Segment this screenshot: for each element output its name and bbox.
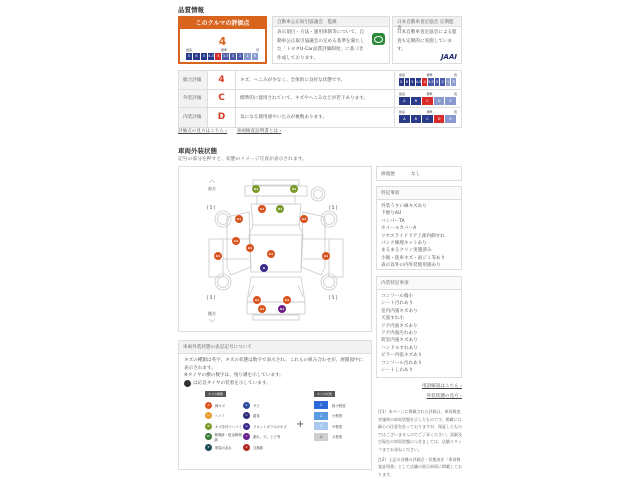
score-scale [186, 53, 259, 60]
kind-badge-icon: C [243, 412, 250, 419]
scale-label-best: 最高 [399, 91, 406, 96]
evaluation-row [179, 108, 461, 127]
special-note-item: ホイールカバーA [381, 226, 417, 232]
score-value: 4 [218, 35, 227, 48]
special-notes-box [376, 186, 462, 270]
exterior-title: 車両外装状態 [178, 147, 217, 155]
state-badge-icon: 3 [314, 422, 328, 430]
inspection-certificate-link[interactable]: 車両検査証明書とは › [236, 129, 282, 134]
jaai-header: 日本自動車査定協会 定期監査 [393, 17, 461, 27]
interior-note-item: コンソール汚れあり [381, 360, 423, 366]
kind-label: ヘコミ [215, 414, 226, 419]
special-notes-list [377, 200, 461, 273]
interior-note-item: ハンドルすれあり [381, 345, 418, 351]
states-list [314, 400, 346, 442]
legend-kind-item [205, 442, 243, 453]
damage-marker[interactable]: U1 [291, 187, 297, 191]
evaluation-scale [395, 108, 461, 127]
kind-badge-icon: P [205, 444, 212, 451]
interior-notes-title: 内装特記事項 [377, 277, 461, 290]
kind-badge-icon: A [205, 402, 212, 409]
kinds-left-list [205, 400, 243, 453]
evaluation-description: キズ、へこみが少なく、全体的に良好な状態です。 [236, 71, 395, 89]
scale-cell: D [434, 115, 446, 123]
damage-marker[interactable]: A1 [254, 298, 260, 302]
scale-cell: 6 [405, 78, 411, 86]
legend-text-1: キズの種類は英字、キズの状態は数字で表示され、これらの組み合わせが、展開図中に表示されます。 [184, 358, 364, 371]
scale-cell: S [186, 53, 193, 60]
scale-cell: R [451, 78, 457, 86]
scale-cell: 1 [446, 78, 452, 86]
scale-cell: A [399, 115, 411, 123]
evaluation-links [178, 128, 289, 134]
interior-note-item: ドア内張キズあり [381, 323, 418, 329]
state-label: 大程度 [332, 435, 343, 440]
legend-panel [178, 340, 372, 470]
glossary-link[interactable]: 用語解説はこちら › [421, 384, 462, 389]
interior-note-item: 荷室内張キズあり [381, 338, 418, 344]
scale-label-best: 最高 [399, 110, 406, 114]
kind-label: 線キズ [215, 403, 226, 408]
legend-state-item [314, 400, 346, 411]
jaai-body: 日本自動車査定協会による監査も定期的に実施しています。 [397, 30, 457, 52]
kind-badge-icon: S [243, 402, 250, 409]
special-notes-title: 特記事項 [377, 187, 461, 200]
front-direction-label: 前方 [208, 186, 216, 191]
special-note-item: まるまるクリン実施済み [381, 248, 432, 254]
interior-notes-list [377, 290, 461, 377]
kind-label: 腐食 [253, 414, 260, 419]
legend-text-3: は応急タイヤの装着を示しています。 [193, 380, 271, 386]
scale-cell: 5 [201, 53, 208, 60]
footnote-1: 注1）本ページに掲載された評価は、車両検査実施時の車両状態を示したものです。掲載には細心の注意を払っておりますが、保証したものではございませんのでご了承ください。詳細及び現在の車両状態につきましては、店舗スタッフまでお尋ねください。 [378, 409, 462, 452]
legend-kind-item [205, 411, 243, 422]
legend-kind-item [243, 432, 313, 443]
legend-state-item [314, 421, 346, 432]
state-label: 小程度 [332, 414, 343, 419]
damage-marker[interactable]: U1 [253, 187, 259, 191]
legend-text-2: ※タイヤの横の数字は、残り溝を示しています。 [184, 373, 284, 379]
kind-badge-icon: U [205, 412, 212, 419]
fair-trade-logo-icon [372, 33, 385, 45]
evaluation-row [179, 71, 461, 90]
scale-cell: 6 [193, 53, 200, 60]
interior-notes-box [376, 276, 462, 378]
footnotes [378, 408, 464, 478]
scale-cell: 2 [440, 78, 446, 86]
damage-marker[interactable]: A1 [215, 254, 221, 258]
legend-title: 車両外装状態の表記記号について [179, 341, 371, 354]
damage-marker[interactable]: U1 [277, 207, 283, 211]
evaluation-label: 外装評価 [179, 90, 208, 108]
scale-cell: 3.5 [428, 80, 434, 84]
kind-badge-icon: W [206, 434, 210, 439]
scale-cell: R [252, 53, 259, 60]
tire-depth-front-left: [ 5 ] [207, 205, 216, 210]
damage-marker[interactable]: A1 [259, 307, 265, 311]
rear-direction-label: 後方 [208, 311, 216, 316]
scale-cell: B [411, 97, 423, 105]
evaluation-row [179, 90, 461, 109]
state-badge-icon: 2 [314, 412, 328, 420]
scale-cell: E [445, 115, 457, 123]
special-note-item: 表示以外の内外装使用感あり [381, 263, 441, 269]
scale-label-low: 低 [453, 110, 457, 114]
interior-note-item: シートしわあり [381, 368, 414, 374]
scale-label-standard: 標準 [426, 73, 433, 77]
repair-history-value: なし [411, 171, 421, 177]
scale-label-low: 低 [453, 91, 457, 96]
kind-label: 修理跡・板金修理跡 [214, 432, 242, 442]
scale-cell: B [411, 115, 423, 123]
legend-kind-item [243, 442, 313, 453]
evaluation-table [178, 70, 462, 128]
evaluation-scale [395, 90, 461, 108]
scale-cell: 4.5 [208, 54, 214, 58]
jaai-box [392, 16, 462, 64]
damage-marker[interactable]: A1 [233, 239, 239, 243]
score-card [178, 16, 267, 64]
section-title-quality: 品質情報 [178, 6, 204, 14]
special-note-item: 小傷・洗車キズ・雨ジミ等あり [381, 255, 446, 261]
scale-cell: 4 [215, 53, 222, 60]
scale-cell: 4 [422, 78, 428, 86]
special-note-item: 外装うすい線キズあり [381, 204, 427, 209]
tire-depth-rear-left: [ 5 ] [207, 295, 216, 300]
exterior-guide-link[interactable]: 外装状態の見方 › [426, 394, 462, 399]
repair-history-label: 修復歴 [381, 171, 395, 177]
evaluation-grade: 4 [208, 71, 236, 89]
damage-marker[interactable]: X1 [279, 307, 285, 311]
scale-label-standard: 標準 [220, 48, 227, 52]
spare-tire-icon [184, 380, 191, 387]
fair-trade-header: 自動車公正取引協議会 監修 [273, 17, 389, 27]
legend-kind-item [243, 400, 313, 411]
right-links [376, 382, 462, 402]
tire-depth-front-right: [ 5 ] [329, 205, 338, 210]
damage-marker[interactable]: A1 [259, 207, 265, 211]
scale-label-best: 最高 [186, 48, 193, 52]
kind-badge-icon: X [243, 444, 250, 451]
legend-text-3-row [184, 380, 366, 388]
damage-marker[interactable]: A1 [323, 254, 329, 258]
damage-marker[interactable]: A1 [247, 246, 253, 250]
evaluation-grade: C [208, 90, 236, 108]
repair-history-box [376, 166, 462, 181]
evaluation-label: 総合評価 [179, 71, 208, 89]
legend-state-item [314, 432, 346, 443]
interior-note-item: 室内内張キズあり [381, 308, 418, 314]
tire-depth-rear-right: [ 5 ] [329, 295, 338, 300]
kind-badge-icon: B [205, 423, 212, 430]
fair-trade-box [272, 16, 390, 64]
kind-label: 塗装の乱れ [215, 445, 232, 450]
footnote-2: 注2）上記の各種の評価点・状態表を「車両検査証明書」として店舗の展示車両に掲載しております。 [378, 456, 462, 477]
interior-note-item: ドア内張汚れあり [381, 331, 418, 337]
special-note-item: 下廻りAU [381, 211, 402, 217]
kind-label: 割れ、穴、ヒビ等 [253, 435, 281, 440]
scale-cell: 3 [435, 78, 441, 86]
scale-cell: 1 [244, 53, 251, 60]
scale-cell: C [422, 115, 434, 123]
interior-note-item: ピラー内張キズあり [381, 353, 423, 359]
scale-label-standard: 標準 [426, 91, 433, 96]
evaluation-description: 気になる使用感やいたみが複数あります。 [236, 108, 395, 127]
state-tag: キズの状態 [314, 391, 335, 397]
damage-marker[interactable]: A1 [301, 217, 307, 221]
scale-label-low: 低 [255, 48, 259, 52]
evaluation-scale [395, 71, 461, 89]
kind-badge-icon: Y [243, 433, 250, 440]
legend-kind-item [205, 421, 243, 432]
evaluation-description: 標準的に使用されていて、キズやへこみなどが若干あります。 [236, 90, 395, 108]
legend-state-item [314, 411, 346, 422]
kind-label: サビ [253, 403, 260, 408]
plus-icon: + [296, 419, 305, 430]
scale-cell: D [434, 97, 446, 105]
scale-cell: 5 [410, 78, 416, 86]
car-damage-diagram [178, 166, 372, 332]
state-label: 中程度 [332, 424, 343, 429]
state-badge-icon: 4 [314, 433, 328, 441]
scale-cell: 4.5 [415, 80, 422, 84]
scale-labels [180, 48, 265, 52]
fair-trade-body: 表示項目・方法・運用体制等について、自動車公正取引協議会の定める基準を満たした「トヨタU-Car品質評価制度」に基づき作成しております。 [277, 30, 365, 61]
kind-label: キズを伴うヘコミ [215, 424, 243, 429]
special-note-item: パンク修理キットあり [381, 241, 427, 247]
exterior-subtitle: 記号の部分を押すと、状態のイメージ写真が表示されます。 [178, 157, 307, 162]
score-card-title: このクルマの評価点 [180, 18, 265, 29]
evaluation-grade: D [208, 108, 236, 127]
scale-label-best: 最高 [399, 73, 406, 77]
special-note-item: バンパーTA [381, 218, 405, 224]
interior-note-item: シート汚れあり [381, 301, 414, 307]
kind-tag: キズの種類 [205, 391, 226, 397]
scale-cell: 3.5 [222, 54, 229, 58]
scale-cell: E [445, 97, 457, 105]
damage-marker[interactable]: G [260, 264, 268, 272]
scale-cell: 3 [230, 53, 237, 60]
legend-kind-item [205, 432, 243, 443]
special-note-item: リヤスライドドア上部内側すれ [381, 233, 445, 239]
state-badge-icon: 1 [314, 401, 328, 409]
damage-marker[interactable]: A1 [284, 298, 290, 302]
evaluation-label: 内装評価 [179, 108, 208, 127]
scale-label-low: 低 [453, 73, 457, 77]
scale-cell: A [399, 97, 411, 105]
interior-note-item: 天張すれ小 [381, 316, 404, 322]
state-label: 極小程度 [332, 403, 346, 408]
damage-marker[interactable]: A1 [236, 217, 242, 221]
kind-label: フロントガラスのキズ [253, 424, 287, 429]
scale-cell: C [422, 97, 434, 105]
kind-label: 交換跡 [253, 445, 264, 450]
damage-marker[interactable]: A1 [268, 252, 274, 256]
scale-cell: S [399, 78, 405, 86]
how-to-read-score-link[interactable]: 評価点の見方はこちら › [178, 129, 228, 134]
legend-kind-item [205, 400, 243, 411]
scale-label-standard: 標準 [426, 110, 433, 114]
jaai-logo: JAAI [440, 53, 457, 61]
interior-note-item: コンソール傷小 [381, 294, 414, 299]
kind-badge-icon: G [243, 423, 250, 430]
scale-cell: 2 [237, 53, 244, 60]
